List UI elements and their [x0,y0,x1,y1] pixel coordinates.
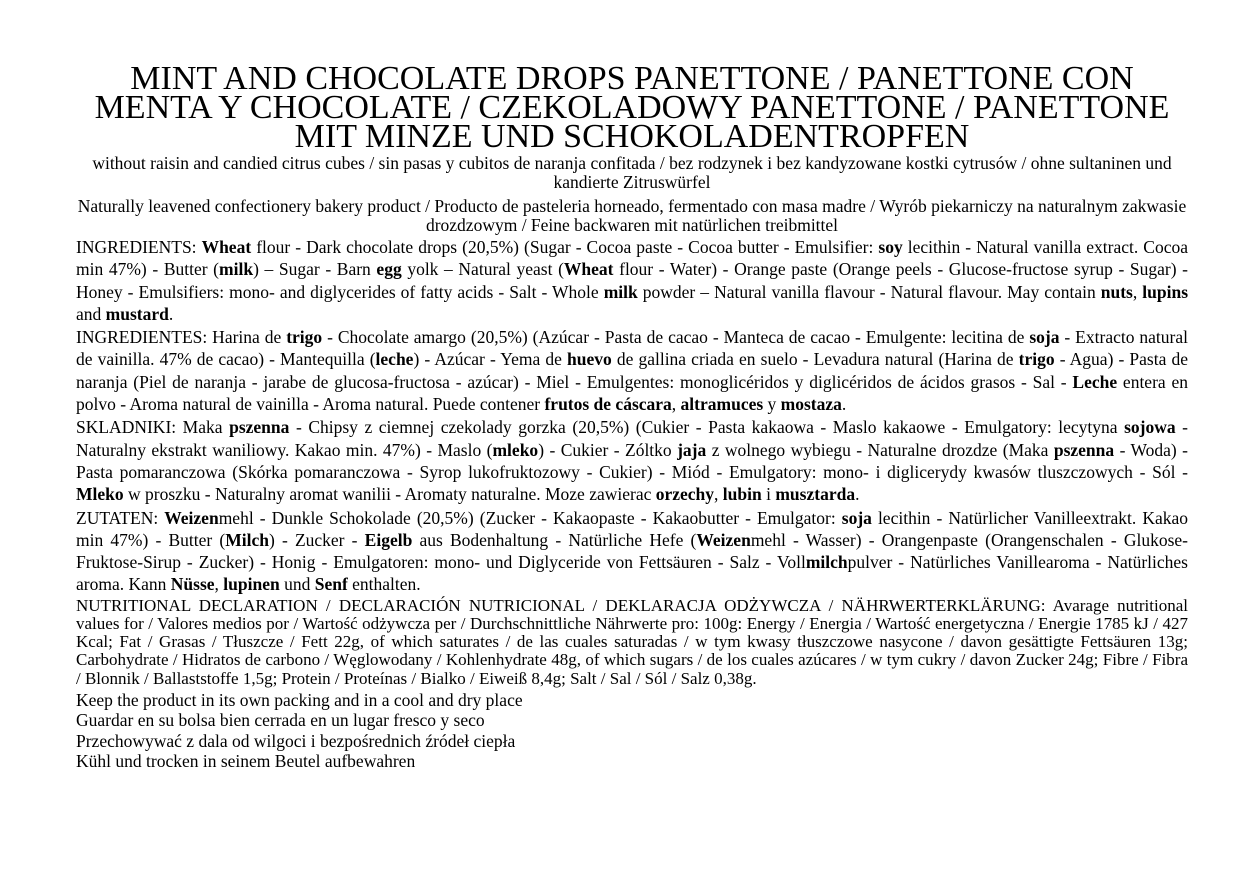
allergen-text: sojowa [1124,417,1176,438]
allergen-text: lupins [1142,281,1189,302]
allergen-text: milk [603,281,638,302]
nutrition-declaration: NUTRITIONAL DECLARATION / DECLARACIÓN NUTRICIONAL / DEKLARACJA ODŻYWCZA / NÄHRWERTERKLÄRUNG: Avarage nutritional values for / Valores medios por / Wartość odżywcza per / Durchschnittliche Nährwerte pro: 100g: Energy / Energia / Wartość energetyczna / Energie 1785 kJ / 427 Kcal; Fat / Grasas / Tłuszcze / Fett 22g, of which saturates / de las cuales saturadas / w tym kwasy tłuszczowe nasycone / davon gesättigte Fettsäuren 13g; Carbohydrate / Hidratos de carbono / Węglowodany / Kohlenhydrate 48g, of which sugars / de los cuales azúcares / w tym cukry / davon Zucker 24g; Fibre / Fibra / Blonnik / Ballaststoffe 1,5g; Protein / Proteínas / Bialko / Eiweiß 8,4g; Salt / Sal / Sól / Salz 0,38g. [76,595,1188,688]
allergen-text: milk [219,259,254,280]
allergen-text: soja [841,507,872,528]
allergen-text: musztarda [775,484,856,505]
allergen-text: huevo [567,349,612,370]
allergen-text: Mleko [76,484,124,505]
ingredients-de: ZUTATEN: Weizenmehl - Dunkle Schokolade (20,5%) (Zucker - Kakaopaste - Kakaobutter - Emulgator: soja lecithin - Natürlicher Vanilleextrakt. Kakao min 47%) - Butter (Milch) - Zucker - Eigelb aus Bodenhaltung - Natürliche Hefe (Weizenmehl - Wasser) - Orangenpaste (Orangenschalen - Glukose-Fruktose-Sirup - Zucker) - Honig - Emulgatoren: mono- und Diglyceride von Fettsäuren - Salz - Vollmilchpulver - Natürliches Vanillearoma - Natürliches aroma. Kann Nüsse, lupinen und Senf enthalten. [76,507,1188,595]
ingredients-es: INGREDIENTES: Harina de trigo - Chocolate amargo (20,5%) (Azúcar - Pasta de cacao - Manteca de cacao - Emulgente: lecitina de soja - Extracto natural de vainilla. 47% de cacao) - Mantequilla (leche) - Azúcar - Yema de huevo de gallina criada en suelo - Levadura natural (Harina de trigo - Agua) - Pasta de naranja (Piel de naranja - jarabe de glucosa-fructosa - azúcar) - Miel - Emulgentes: monoglicéridos y diglicéridos de ácidos grasos - Sal - Leche entera en polvo - Aroma natural de vainilla - Aroma natural. Puede contener frutos de cáscara, altramuces y mostaza. [76,327,1188,415]
ingredients-section [76,236,1188,596]
product-label [76,60,1189,772]
allergen-text: Weizen [164,507,219,528]
product-title: MINT AND CHOCOLATE DROPS PANETTONE / PANETTONE CON MENTA Y CHOCOLATE / CZEKOLADOWY PANETTONE / PANETTONE MIT MINZE UND SCHOKOLADENTROPFEN [94,60,1170,155]
allergen-text: Milch [225,529,269,550]
allergen-text: nuts [1100,281,1133,302]
allergen-text: leche [375,349,414,370]
ingredients-pl: SKLADNIKI: Maka pszenna - Chipsy z ciemnej czekolady gorzka (20,5%) (Cukier - Pasta kakaowa - Maslo kakaowe - Emulgatory: lecytyna sojowa - Naturalny ekstrakt waniliowy. Kakao min. 47%) - Maslo (mleko) - Cukier - Zóltko jaja z wolnego wybiegu - Naturalne drozdze (Maka pszenna - Woda) - Pasta pomaranczowa (Skórka pomaranczowa - Syrop lukofruktozowy - Cukier) - Miód - Emulgatory: mono- i diglicerydy kwasów tluszczowych - Sól - Mleko w proszku - Naturalny aromat wanilii - Aromaty naturalne. Moze zawierac orzechy, lubin i musztarda. [76,417,1189,505]
allergen-text: egg [376,259,402,280]
allergen-text: trigo [1018,349,1055,370]
allergen-text: Wheat [563,259,614,280]
allergen-text: Eigelb [364,529,413,550]
allergen-text: frutos de cáscara [544,394,672,415]
allergen-text: Senf [314,574,348,595]
storage-es: Guardar en su bolsa bien cerrada en un lugar fresco y seco [76,710,485,731]
storage-de: Kühl und trocken in seinem Beutel aufbewahren [76,751,416,772]
allergen-text: mustard [105,303,169,324]
allergen-text: lupinen [223,574,280,595]
allergen-text: milch [805,552,848,573]
allergen-text: soy [878,237,903,257]
allergen-text: jaja [677,439,707,460]
allergen-text: mostaza [780,394,842,415]
ingredients-en: INGREDIENTS: Wheat flour - Dark chocolate drops (20,5%) (Sugar - Cocoa paste - Cocoa butter - Emulsifier: soy lecithin - Natural vanilla extract. Cocoa min 47%) - Butter (milk) – Sugar - Barn egg yolk – Natural yeast (Wheat flour - Water) - Orange paste (Orange peels - Glucose-fructose syrup - Sugar) - Honey - Emulsifiers: mono- and diglycerides of fatty acids - Salt - Whole milk powder – Natural vanilla flavour - Natural flavour. May contain nuts, lupins and mustard. [76,237,1189,324]
storage-en: Keep the product in its own packing and in a cool and dry place [76,689,523,710]
allergen-text: trigo [286,327,323,348]
allergen-text: Weizen [696,529,751,550]
allergen-text: mleko [492,439,539,460]
product-type: Naturally leavened confectionery bakery product / Producto de pasteleria horneado, fermentado con masa madre / Wyrób piekarniczy na naturalnym zakwasie drozdzowym / Feine backwaren mit natürlichen treibmittel [77,196,1187,235]
allergen-text: soja [1029,327,1060,348]
allergen-text: Wheat [201,237,252,257]
allergen-text: pszenna [229,417,290,438]
product-subtitle: without raisin and candied citrus cubes / sin pasas y cubitos de naranja confitada / bez rodzynek i bez kandyzowane kostki cytrusów / ohne sultaninen und kandierte Zitruswürfel [92,153,1172,192]
allergen-text: pszenna [1053,439,1115,460]
storage-pl: Przechowywać z dala od wilgoci i bezpośrednich źródeł ciepła [76,730,516,751]
allergen-text: lubin [722,484,762,505]
allergen-text: Nüsse [170,574,215,595]
storage-instructions [76,690,1188,772]
allergen-text: Leche [1072,371,1118,392]
allergen-text: altramuces [680,394,764,415]
allergen-text: orzechy [655,484,715,505]
